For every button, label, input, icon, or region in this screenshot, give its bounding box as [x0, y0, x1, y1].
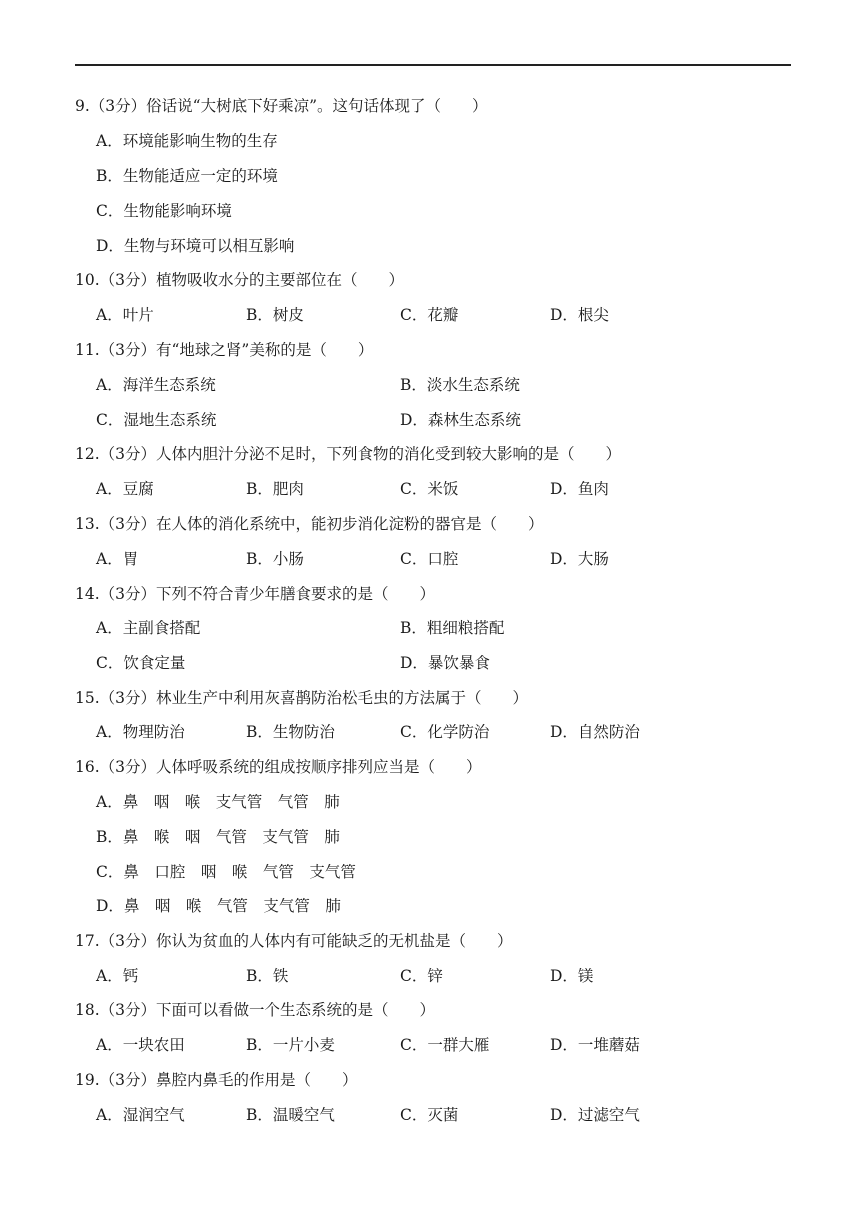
option-d: D．暴饮暴食 — [400, 654, 490, 672]
option-b: B．粗细粮搭配 — [400, 619, 505, 637]
option-b: B．温暖空气 — [246, 1106, 335, 1124]
question-stem: 11.（3分）有“地球之肾”美称的是（ ） — [75, 341, 374, 359]
option-a: A．环境能影响生物的生存 — [96, 132, 278, 150]
option-a: A．物理防治 — [96, 723, 185, 741]
option-d: D．森林生态系统 — [400, 411, 521, 429]
option-a: A．海洋生态系统 — [96, 376, 216, 394]
question-stem: 12.（3分）人体内胆汁分泌不足时，下列食物的消化受到较大影响的是（ ） — [75, 445, 622, 463]
option-c: C．生物能影响环境 — [96, 202, 232, 220]
option-c: C．湿地生态系统 — [96, 411, 217, 429]
option-a: A．一块农田 — [96, 1036, 185, 1054]
option-b: B．淡水生态系统 — [400, 376, 520, 394]
option-a: A．胃 — [96, 550, 139, 568]
option-a: A．钙 — [96, 967, 139, 985]
option-c: C．一群大雁 — [400, 1036, 490, 1054]
option-c: C．口腔 — [400, 550, 459, 568]
question-stem: 19.（3分）鼻腔内鼻毛的作用是（ ） — [75, 1071, 358, 1089]
option-b: B．生物防治 — [246, 723, 335, 741]
option-b: B．铁 — [246, 967, 289, 985]
option-a: A．叶片 — [96, 306, 154, 324]
option-b: B．生物能适应一定的环境 — [96, 167, 278, 185]
option-d: D．镁 — [550, 967, 594, 985]
option-c: C．鼻 口腔 咽 喉 气管 支气管 — [96, 863, 356, 881]
question-stem: 14.（3分）下列不符合青少年膳食要求的是（ ） — [75, 585, 436, 603]
question-stem: 9.（3分）俗话说“大树底下好乘凉”。这句话体现了（ ） — [75, 97, 488, 115]
question-stem: 15.（3分）林业生产中利用灰喜鹊防治松毛虫的方法属于（ ） — [75, 689, 529, 707]
option-d: D．鼻 咽 喉 气管 支气管 肺 — [96, 897, 341, 915]
option-c: C．米饭 — [400, 480, 459, 498]
option-c: C．花瓣 — [400, 306, 459, 324]
option-c: C．化学防治 — [400, 723, 490, 741]
option-a: A．鼻 咽 喉 支气管 气管 肺 — [96, 793, 340, 811]
option-d: D．自然防治 — [550, 723, 640, 741]
option-d: D．大肠 — [550, 550, 609, 568]
option-b: B．鼻 喉 咽 气管 支气管 肺 — [96, 828, 340, 846]
option-a: A．豆腐 — [96, 480, 154, 498]
header-rule — [75, 64, 791, 66]
option-d: D．生物与环境可以相互影响 — [96, 237, 295, 255]
option-d: D．根尖 — [550, 306, 609, 324]
option-c: C．锌 — [400, 967, 443, 985]
option-b: B．肥肉 — [246, 480, 304, 498]
option-a: A．湿润空气 — [96, 1106, 185, 1124]
option-d: D．鱼肉 — [550, 480, 609, 498]
question-stem: 13.（3分）在人体的消化系统中，能初步消化淀粉的器官是（ ） — [75, 515, 544, 533]
option-c: C．饮食定量 — [96, 654, 186, 672]
question-stem: 17.（3分）你认为贫血的人体内有可能缺乏的无机盐是（ ） — [75, 932, 513, 950]
option-b: B．树皮 — [246, 306, 304, 324]
option-b: B．一片小麦 — [246, 1036, 335, 1054]
option-d: D．过滤空气 — [550, 1106, 640, 1124]
option-d: D．一堆蘑菇 — [550, 1036, 640, 1054]
question-stem: 18.（3分）下面可以看做一个生态系统的是（ ） — [75, 1001, 436, 1019]
question-stem: 10.（3分）植物吸收水分的主要部位在（ ） — [75, 271, 405, 289]
question-stem: 16.（3分）人体呼吸系统的组成按顺序排列应当是（ ） — [75, 758, 482, 776]
option-c: C．灭菌 — [400, 1106, 459, 1124]
option-b: B．小肠 — [246, 550, 304, 568]
option-a: A．主副食搭配 — [96, 619, 201, 637]
